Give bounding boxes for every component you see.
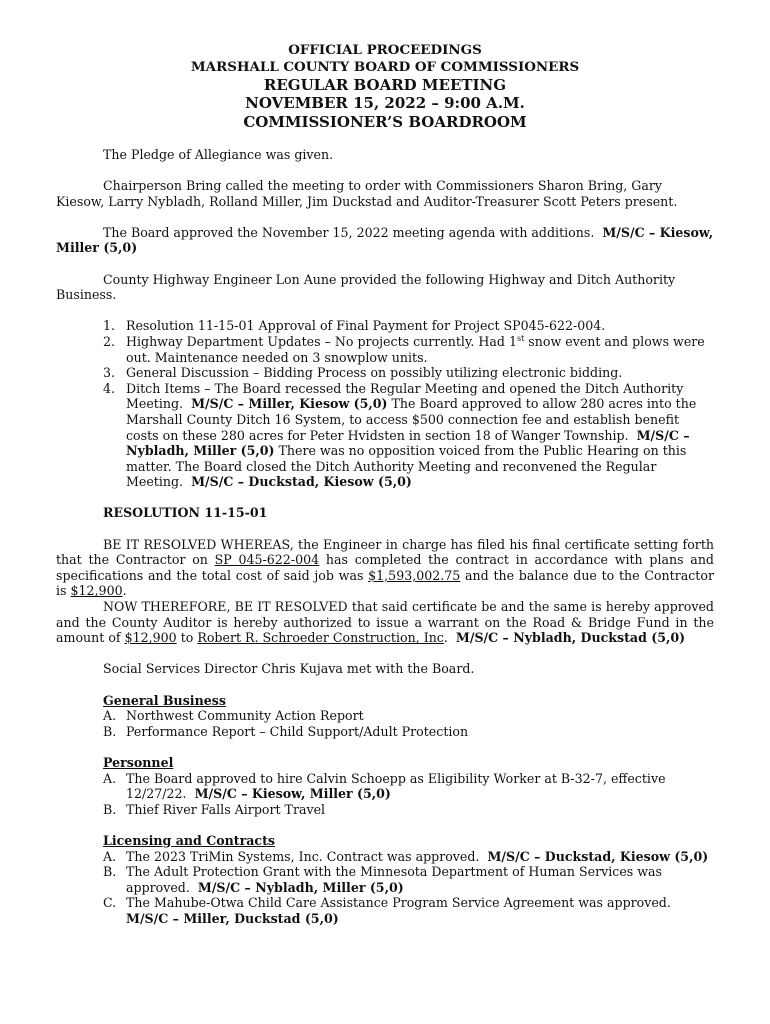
resolution-text: . xyxy=(443,630,448,646)
motion-text: M/S/C – Nybladh, Miller (5,0) xyxy=(126,427,690,459)
header-board-name: MARSHALL COUNTY BOARD OF COMMISSIONERS xyxy=(190,59,580,75)
document-header xyxy=(56,42,714,131)
resolution-title: RESOLUTION 11-15-01 xyxy=(103,505,268,521)
header-meeting-location: COMMISSIONER’S BOARDROOM xyxy=(243,112,527,131)
list-letter: A. xyxy=(103,770,117,786)
list-letter: A. xyxy=(103,848,117,864)
list-number: 4. xyxy=(103,380,116,396)
list-item xyxy=(56,334,714,365)
motion-text: M/S/C – Miller, Kiesow (5,0) xyxy=(191,396,388,412)
header-meeting-date: NOVEMBER 15, 2022 – 9:00 A.M. xyxy=(245,94,525,113)
warrant-amount: $12,900 xyxy=(124,630,177,646)
list-letter: C. xyxy=(103,895,117,911)
list-item xyxy=(56,864,714,895)
list-item-text: The Mahube-Otwa Child Care Assistance Program Service Agreement was approved. xyxy=(126,895,671,911)
list-item-text: snow event and plows were out. Maintenance needed on 3 snowplow units. xyxy=(126,333,705,365)
resolution-paragraph-2 xyxy=(56,599,714,646)
list-letter: B. xyxy=(103,801,117,817)
list-item-text: Thief River Falls Airport Travel xyxy=(126,801,326,817)
header-meeting-type: REGULAR BOARD MEETING xyxy=(263,76,507,94)
list-item-text: Northwest Community Action Report xyxy=(126,708,364,724)
balance-due: $12,900 xyxy=(70,583,123,599)
document-page xyxy=(56,42,714,927)
resolution-paragraph-1 xyxy=(56,537,714,599)
list-item xyxy=(56,849,714,865)
call-to-order-paragraph: Chairperson Bring called the meeting to order with Commissioners Sharon Bring, Gary Kiesow, Larry Nybladh, Rolland Miller, Jim Duckstad and Auditor-Treasurer Scott Peters present. xyxy=(56,178,678,209)
list-item-text: The Board approved to hire Calvin Schoepp as Eligibility Worker at B-32-7, effective 12/27/22. xyxy=(126,770,666,802)
list-item-text: Highway Department Updates – No projects currently. Had 1 xyxy=(126,333,517,349)
list-item xyxy=(56,708,714,724)
licensing-heading: Licensing and Contracts xyxy=(103,832,275,848)
list-letter: B. xyxy=(103,864,117,880)
list-item-text: The Board approved to allow 280 acres into the Marshall County Ditch 16 System, to access $500 connection fee and establish benefit costs on these 280 acres for Peter Hvidsten in section 18 of Wanger Township. xyxy=(126,396,697,443)
list-item xyxy=(56,318,714,334)
list-letter: A. xyxy=(103,708,117,724)
list-item xyxy=(56,724,714,740)
motion-text: M/S/C – Duckstad, Kiesow (5,0) xyxy=(487,848,709,864)
list-item xyxy=(56,895,714,926)
resolution-text: BE IT RESOLVED WHEREAS, the Engineer in charge has filed his final certificate setting forth that the Contractor on xyxy=(56,536,714,568)
list-number: 2. xyxy=(103,333,116,349)
licensing-list xyxy=(56,849,714,927)
motion-text: M/S/C – Miller, Duckstad (5,0) xyxy=(126,910,339,926)
list-item-text: There was no opposition voiced from the Public Hearing on this matter. The Board closed the Ditch Authority Meeting and reconvened the Regular Meeting. xyxy=(126,443,687,490)
general-business-heading: General Business xyxy=(103,692,226,708)
project-number: SP 045-622-004 xyxy=(214,552,320,568)
ordinal-suffix: st xyxy=(516,333,525,343)
list-item-text: Ditch Items – The Board recessed the Regular Meeting and opened the Ditch Authority Meeting. xyxy=(126,380,684,412)
resolution-text: and the balance due to the Contractor is xyxy=(56,567,714,599)
header-official-proceedings: OFFICIAL PROCEEDINGS xyxy=(288,42,482,58)
motion-text: M/S/C – Nybladh, Miller (5,0) xyxy=(197,879,404,895)
list-number: 1. xyxy=(103,318,116,334)
resolution-text: . xyxy=(122,583,127,599)
highway-items-list xyxy=(56,318,714,490)
list-item-text: The 2023 TriMin Systems, Inc. Contract was approved. xyxy=(126,848,480,864)
list-item xyxy=(56,802,714,818)
motion-text: M/S/C – Duckstad, Kiesow (5,0) xyxy=(191,474,412,490)
list-item xyxy=(56,365,714,381)
agenda-paragraph xyxy=(56,225,714,256)
resolution-motion: M/S/C – Nybladh, Duckstad (5,0) xyxy=(455,630,686,646)
resolution-text: has completed the contract in accordance with plans and specifications and the total cost of said job was xyxy=(56,552,714,583)
list-item-text: General Discussion – Bidding Process on possibly utilizing electronic bidding. xyxy=(126,365,623,381)
total-cost: $1,593,002.75 xyxy=(368,567,461,583)
list-item-text: Performance Report – Child Support/Adult Protection xyxy=(126,723,469,739)
highway-intro-paragraph: County Highway Engineer Lon Aune provided the following Highway and Ditch Authority Business. xyxy=(56,271,676,303)
agenda-motion: M/S/C – Kiesow, Miller (5,0) xyxy=(56,224,714,256)
personnel-heading: Personnel xyxy=(103,754,174,770)
list-item-text: Resolution 11-15-01 Approval of Final Payment for Project SP045-622-004. xyxy=(126,318,606,334)
personnel-list xyxy=(56,771,714,818)
motion-text: M/S/C – Kiesow, Miller (5,0) xyxy=(194,786,391,802)
list-item xyxy=(56,771,714,802)
resolution-text: to xyxy=(180,630,194,646)
general-business-list xyxy=(56,708,714,739)
pledge-paragraph: The Pledge of Allegiance was given. xyxy=(103,146,334,162)
list-item-text: The Adult Protection Grant with the Minnesota Department of Human Services was approved. xyxy=(126,864,662,895)
contractor-name: Robert R. Schroeder Construction, Inc xyxy=(197,630,444,646)
list-number: 3. xyxy=(103,365,116,381)
list-letter: B. xyxy=(103,723,117,739)
resolution-text: NOW THEREFORE, BE IT RESOLVED that said certificate be and the same is hereby approved and the County Auditor is hereby authorized to issue a warrant on the Road & Bridge Fund in the amount of xyxy=(56,599,714,646)
list-item xyxy=(56,381,714,490)
social-services-paragraph: Social Services Director Chris Kujava met with the Board. xyxy=(103,661,475,677)
agenda-text: The Board approved the November 15, 2022 meeting agenda with additions. xyxy=(103,224,595,240)
